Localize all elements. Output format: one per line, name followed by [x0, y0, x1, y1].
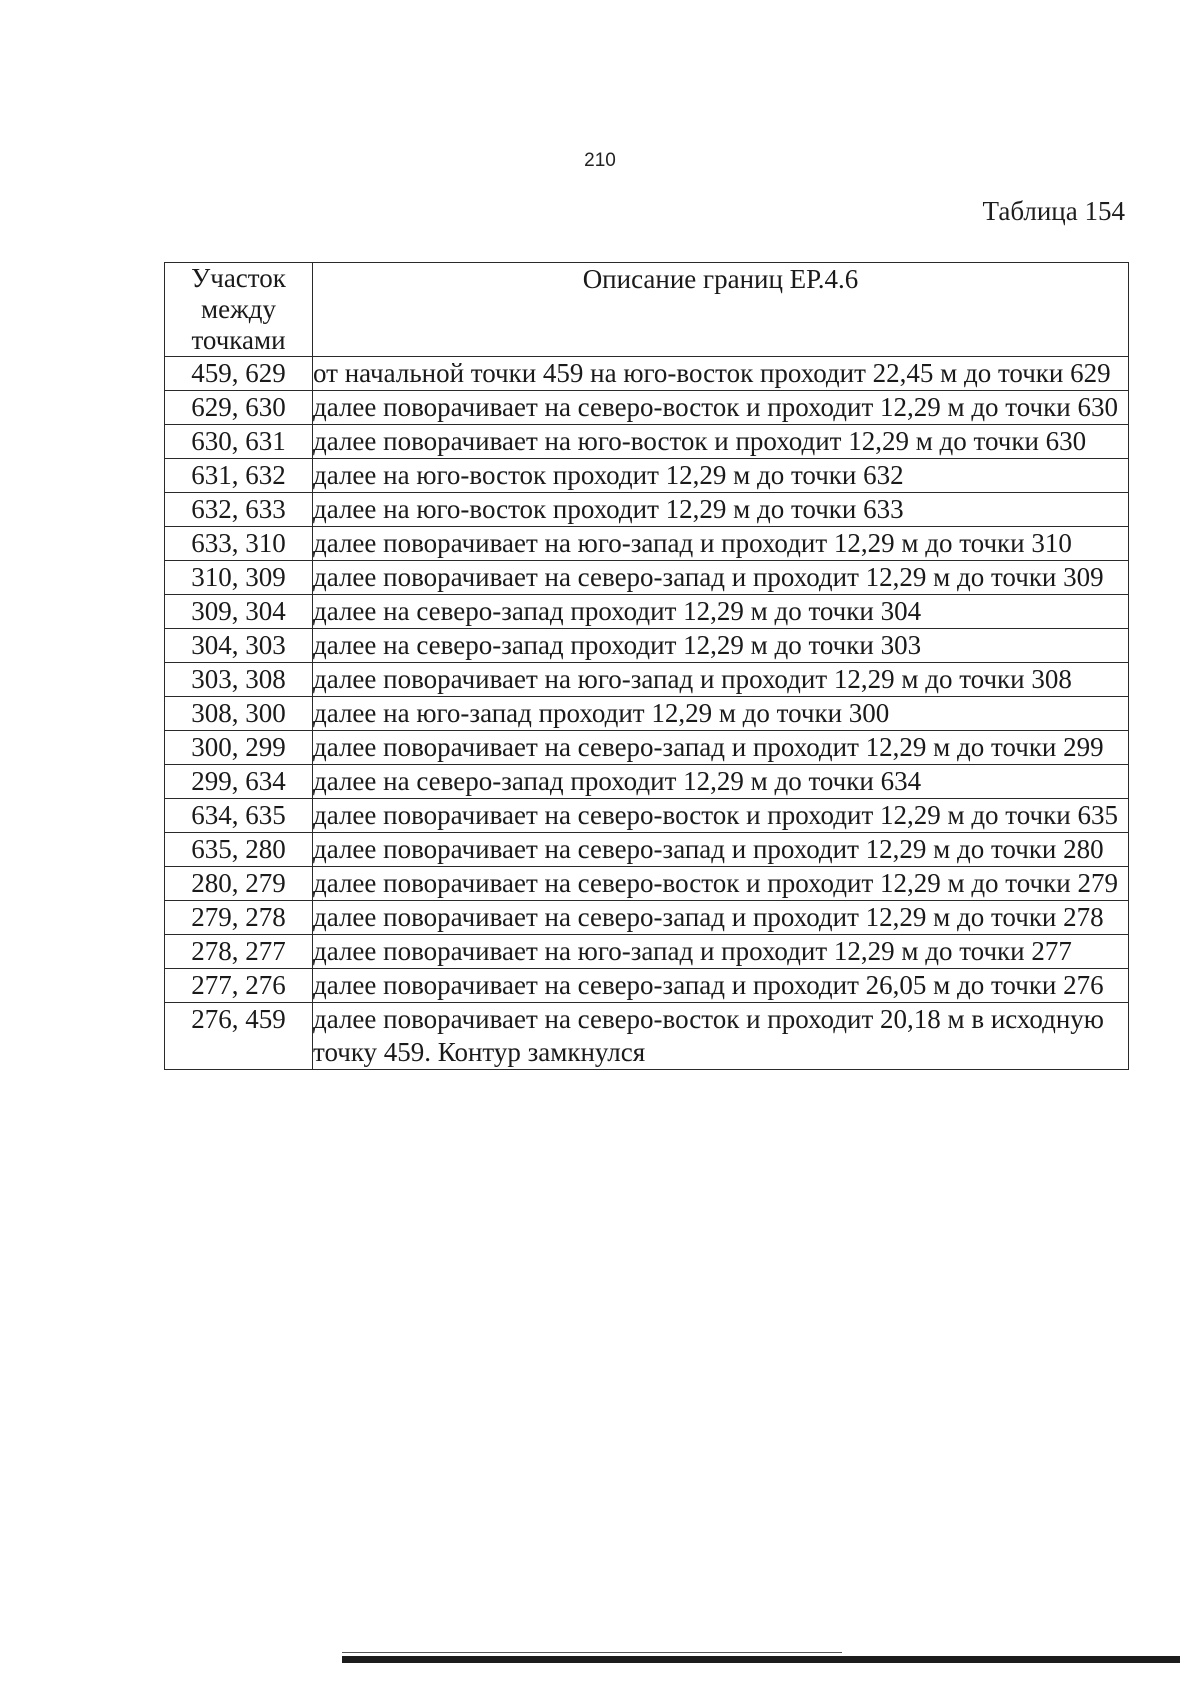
table-row: [165, 425, 1129, 459]
description-cell: далее на юго-восток проходит 12,29 м до точки 632: [313, 459, 1129, 493]
description-cell: далее поворачивает на северо-запад и проходит 12,29 м до точки 309: [313, 561, 1129, 595]
description-cell: далее поворачивает на северо-восток и проходит 12,29 м до точки 630: [313, 391, 1129, 425]
table-row: [165, 833, 1129, 867]
table-row: [165, 595, 1129, 629]
header-section: [165, 263, 313, 357]
description-cell: далее поворачивает на юго-запад и проходит 12,29 м до точки 310: [313, 527, 1129, 561]
section-cell: 310, 309: [165, 561, 313, 595]
section-cell: 300, 299: [165, 731, 313, 765]
table-row: [165, 357, 1129, 391]
section-cell: 276, 459: [165, 1003, 313, 1070]
section-cell: 635, 280: [165, 833, 313, 867]
section-cell: 278, 277: [165, 935, 313, 969]
description-cell: далее на северо-запад проходит 12,29 м до точки 634: [313, 765, 1129, 799]
table-row: [165, 629, 1129, 663]
description-cell: далее поворачивает на юго-запад и проходит 12,29 м до точки 277: [313, 935, 1129, 969]
boundary-table: [164, 262, 1129, 1070]
description-cell: далее поворачивает на северо-восток и проходит 12,29 м до точки 279: [313, 867, 1129, 901]
description-cell: далее поворачивает на северо-запад и проходит 12,29 м до точки 280: [313, 833, 1129, 867]
table-header-row: [165, 263, 1129, 357]
table-header: [165, 263, 1129, 357]
description-cell: далее поворачивает на юго-восток и проходит 12,29 м до точки 630: [313, 425, 1129, 459]
section-cell: 303, 308: [165, 663, 313, 697]
section-cell: 629, 630: [165, 391, 313, 425]
section-cell: 279, 278: [165, 901, 313, 935]
description-cell: далее поворачивает на северо-запад и проходит 26,05 м до точки 276: [313, 969, 1129, 1003]
table-row: [165, 459, 1129, 493]
section-cell: 277, 276: [165, 969, 313, 1003]
table-row: [165, 697, 1129, 731]
scan-edge-line: [342, 1652, 842, 1653]
section-cell: 308, 300: [165, 697, 313, 731]
header-section-line-3: точками: [191, 325, 286, 355]
table-row: [165, 493, 1129, 527]
section-cell: 459, 629: [165, 357, 313, 391]
section-cell: 280, 279: [165, 867, 313, 901]
description-cell: далее поворачивает на северо-запад и проходит 12,29 м до точки 299: [313, 731, 1129, 765]
table-row: [165, 935, 1129, 969]
description-cell: далее на юго-восток проходит 12,29 м до точки 633: [313, 493, 1129, 527]
table-row: [165, 663, 1129, 697]
header-section-line-1: Участок: [191, 263, 286, 293]
description-cell: далее поворачивает на северо-запад и проходит 12,29 м до точки 278: [313, 901, 1129, 935]
scan-edge-bar: [342, 1656, 1180, 1663]
description-cell: далее на северо-запад проходит 12,29 м до точки 304: [313, 595, 1129, 629]
section-cell: 309, 304: [165, 595, 313, 629]
table-row: [165, 527, 1129, 561]
table-row: [165, 561, 1129, 595]
description-cell: от начальной точки 459 на юго-восток проходит 22,45 м до точки 629: [313, 357, 1129, 391]
section-cell: 630, 631: [165, 425, 313, 459]
table-row: [165, 799, 1129, 833]
table-body: [165, 357, 1129, 1070]
section-cell: 304, 303: [165, 629, 313, 663]
section-cell: 633, 310: [165, 527, 313, 561]
section-cell: 632, 633: [165, 493, 313, 527]
description-cell: далее на северо-запад проходит 12,29 м до точки 303: [313, 629, 1129, 663]
page-number: 210: [584, 150, 616, 171]
table-row: [165, 731, 1129, 765]
table-row: [165, 1003, 1129, 1070]
description-cell: далее поворачивает на северо-восток и проходит 12,29 м до точки 635: [313, 799, 1129, 833]
description-cell: далее на юго-запад проходит 12,29 м до точки 300: [313, 697, 1129, 731]
table-row: [165, 391, 1129, 425]
description-cell: далее поворачивает на юго-запад и проходит 12,29 м до точки 308: [313, 663, 1129, 697]
table-row: [165, 969, 1129, 1003]
section-cell: 634, 635: [165, 799, 313, 833]
header-description: Описание границ ЕР.4.6: [313, 263, 1129, 357]
table-caption: Таблица 154: [982, 196, 1125, 226]
header-section-line-2: между: [201, 294, 276, 324]
table-row: [165, 901, 1129, 935]
description-cell: далее поворачивает на северо-восток и проходит 20,18 м в исходную точку 459. Контур замкнулся: [313, 1003, 1129, 1070]
section-cell: 631, 632: [165, 459, 313, 493]
table-row: [165, 765, 1129, 799]
section-cell: 299, 634: [165, 765, 313, 799]
table-row: [165, 867, 1129, 901]
